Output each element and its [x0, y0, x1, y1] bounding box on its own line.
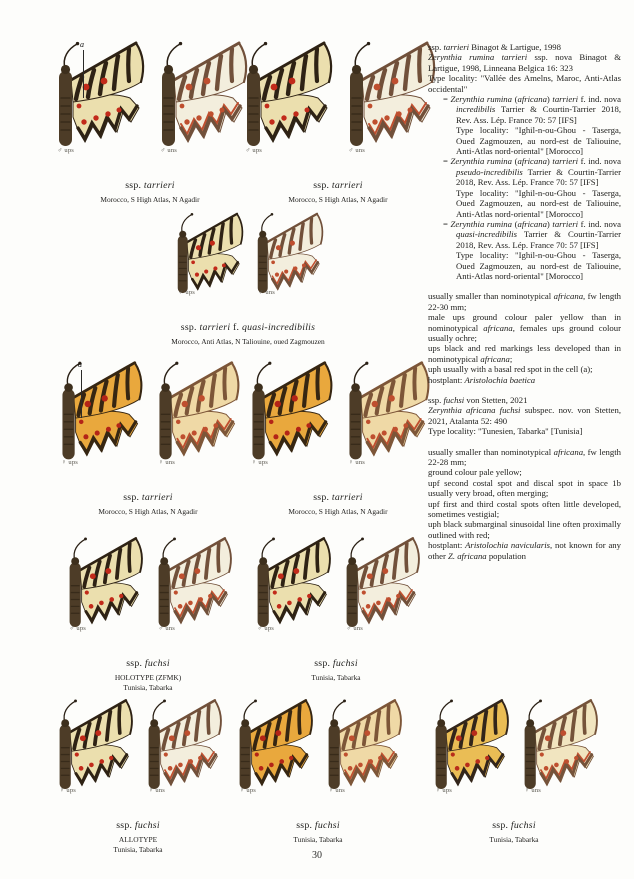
locality-line: Tunisia, Tabarka: [293, 835, 343, 844]
text-segment: quasi-incredibilis: [241, 322, 316, 333]
text-segment: (: [511, 94, 518, 105]
text-segment: tarrieri: [552, 156, 578, 167]
text-block: [428, 94, 621, 125]
specimen-side-label: ♂ ups: [69, 625, 87, 632]
text-segment: Type locality: "Vallée des Amelns, Maroc, Anti-Atlas occidental": [428, 73, 621, 94]
specimen-side-label: ♀ ups: [59, 787, 77, 794]
text-segment: fuchsi: [510, 820, 536, 831]
specimen-pair: [218, 696, 418, 813]
text-segment: Type locality: "Ighil-n-ou-Ghou - Taserga, Oued Zagmouzen, au nord-est de Taliouine, Anti-Atlas nord-oriental" [Morocco]: [456, 125, 621, 157]
text-segment: (: [511, 156, 518, 167]
text-segment: f.: [230, 322, 242, 333]
specimen: [320, 696, 406, 813]
locality-line: Morocco, S High Atlas, N Agadir: [100, 195, 200, 204]
specimen-side-label: ♂ ups: [178, 289, 196, 296]
text-segment: f. ind. nova: [578, 156, 621, 167]
text-segment: f. ind. nova: [578, 218, 621, 229]
specimen: [231, 696, 317, 813]
text-block: [428, 156, 621, 187]
locality-line: ALLOTYPE: [118, 835, 158, 844]
text-segment: tarrieri: [143, 180, 175, 191]
specimen: [150, 534, 236, 651]
text-segment: Zerynthia rumina: [450, 94, 512, 105]
text-segment: tarrieri: [552, 94, 578, 105]
text-segment: fuchsi: [134, 820, 160, 831]
text-block: [428, 426, 621, 436]
text-segment: ssp.: [313, 492, 332, 503]
text-block: [428, 375, 621, 385]
text-segment: ssp.: [125, 180, 144, 191]
text-block: [428, 52, 621, 73]
text-block: [428, 405, 621, 426]
text-segment: africana: [483, 322, 513, 333]
text-segment: tarrieri: [141, 492, 173, 503]
specimen-group: [148, 210, 348, 346]
specimen-side-label: ♀ ups: [239, 787, 257, 794]
specimen-group: [50, 38, 250, 204]
specimen-side-label: ♀ ups: [435, 787, 453, 794]
text-segment: tarrieri: [443, 42, 470, 52]
text-segment: quasi-incredibilis: [456, 229, 517, 240]
text-segment: tarrieri: [552, 218, 578, 229]
text-segment: fuchsi: [443, 395, 465, 405]
text-segment: ground colour pale yellow;: [428, 467, 522, 478]
taxon-label: [236, 658, 436, 669]
text-segment: Type locality: "Tunesien, Tabarka" [Tunisia]: [428, 426, 583, 437]
text-segment: Aristolochia navicularis: [465, 540, 551, 551]
text-segment: ssp.: [314, 658, 333, 669]
specimen-pair: [238, 358, 438, 485]
text-segment: (: [511, 218, 518, 229]
text-gap: [428, 437, 621, 447]
taxon-label: [50, 180, 250, 191]
locality-line: Tunisia, Tabarka: [489, 835, 539, 844]
text-segment: Type locality: "Ighil-n-ou-Ghou - Taserga, Oued Zagmouzen, au nord-est de Taliouine, Anti-Atlas nord-oriental" [Morocco]: [456, 187, 621, 219]
specimen-pair: [148, 210, 348, 315]
specimen-group: [48, 358, 248, 516]
specimen-pair: [48, 358, 248, 485]
text-gap: [428, 281, 621, 291]
specimen: [250, 210, 327, 315]
text-segment: usually smaller than nominotypical: [428, 446, 554, 457]
specimen: [237, 38, 337, 173]
text-segment: fuchsi: [314, 820, 340, 831]
text-segment: ssp.: [126, 658, 145, 669]
locality-line: Tunisia, Tabarka: [311, 673, 361, 682]
specimen-pair: [238, 38, 438, 173]
specimen-group: [414, 696, 614, 844]
specimen-side-label: ♂ uns: [348, 147, 366, 154]
text-segment: africana: [517, 218, 547, 229]
text-segment: hostplant:: [428, 540, 466, 551]
specimen-group: [238, 358, 438, 516]
text-block: [428, 499, 621, 520]
text-segment: Zerynthia rumina: [450, 218, 512, 229]
locality-line: Morocco, S High Atlas, N Agadir: [288, 507, 388, 516]
specimen-group: [218, 696, 418, 844]
taxon-label: [238, 180, 438, 191]
taxon-label: [414, 820, 614, 831]
text-block: [428, 519, 621, 540]
synonym-equals-sign: =: [443, 94, 451, 105]
annotation-a-label: a: [80, 40, 84, 49]
specimen-side-label: ♂ ups: [57, 147, 75, 154]
text-segment: Tarrier & Courtin-Tarrier 2018, Rev. Ass. Lép. France 70: 57 [IFS]: [456, 229, 621, 250]
text-segment: africana: [517, 156, 547, 167]
text-segment: ): [546, 218, 553, 229]
text-block: [428, 395, 621, 405]
text-segment: Aristolochia baetica: [464, 374, 536, 385]
locality-line: Tunisia, Tabarka: [123, 683, 173, 692]
synonym-equals-sign: =: [443, 156, 451, 167]
text-segment: tarrieri: [199, 322, 231, 333]
text-segment: tarrieri: [331, 180, 363, 191]
text-segment: africana: [553, 291, 584, 302]
text-segment: hostplant:: [428, 374, 465, 385]
text-segment: upf second costal spot and discal spot in space 1b usually very broad, often merging;: [428, 477, 621, 499]
text-segment: male ups ground colour paler yellow than in nominotypical: [428, 312, 621, 333]
text-segment: ssp.: [492, 820, 511, 831]
specimen-side-label: ♂ ups: [257, 625, 275, 632]
specimen-side-label: ♂ uns: [158, 625, 176, 632]
text-segment: , not known for any other: [428, 540, 621, 561]
text-block: [428, 250, 621, 281]
text-segment: ssp.: [116, 820, 135, 831]
text-segment: Tarrier & Courtin-Tarrier 2018, Rev. Ass. Lép. France 70: 57 [IFS]: [456, 166, 621, 188]
locality-line: Morocco, S High Atlas, N Agadir: [98, 507, 198, 516]
text-segment: africana: [517, 94, 547, 105]
locality-line: Tunisia, Tabarka: [113, 845, 163, 854]
text-segment: ssp.: [180, 322, 200, 333]
specimen-side-label: ♀ uns: [328, 787, 346, 794]
text-segment: fuchsi: [144, 658, 170, 669]
specimen: [170, 210, 247, 315]
text-segment: f. ind. nova: [578, 94, 621, 105]
specimen-side-label: ♀ ups: [251, 459, 269, 466]
text-block: [428, 219, 621, 250]
specimen-group: [238, 38, 438, 204]
specimen-side-label: ♀ uns: [524, 787, 542, 794]
specimen: [51, 696, 137, 813]
text-segment: ssp.: [428, 42, 444, 52]
specimen-group: [236, 534, 436, 682]
taxon-label: [48, 658, 248, 669]
specimen-side-label: ♀ uns: [158, 459, 176, 466]
text-block: [428, 467, 621, 477]
text-segment: von Stetten, 2021: [464, 395, 528, 405]
text-block: [428, 478, 621, 499]
text-segment: ssp.: [123, 492, 142, 503]
specimen-side-label: ♀ uns: [348, 459, 366, 466]
text-segment: usually smaller than nominotypical: [428, 291, 554, 302]
specimen: [338, 534, 424, 651]
text-segment: ssp.: [296, 820, 315, 831]
taxon-label: [48, 492, 248, 503]
text-segment: Zerynthia rumina tarrieri: [428, 52, 528, 63]
specimen: [140, 696, 226, 813]
text-block: [428, 188, 621, 219]
locality-line: HOLOTYPE (ZFMK): [114, 673, 182, 682]
specimen: [249, 534, 335, 651]
specimen: [243, 358, 337, 485]
specimen-group: [38, 696, 238, 854]
text-segment: population: [486, 550, 526, 561]
synonym-equals-sign: =: [443, 218, 451, 229]
text-block: [428, 125, 621, 156]
specimen-pair: [414, 696, 614, 813]
text-column: [428, 42, 621, 561]
locality-line: Morocco, S High Atlas, N Agadir: [288, 195, 388, 204]
text-segment: Type locality: "Ighil-n-ou-Ghou - Taserga, Oued Zagmouzen, au nord-est de Taliouine, Anti-Atlas nord-oriental" [Morocco]: [456, 250, 621, 281]
text-segment: , fw length 22-28 mm;: [428, 446, 621, 468]
specimen: [340, 38, 440, 173]
specimen: [427, 696, 513, 813]
text-segment: tarrieri: [331, 492, 363, 503]
text-segment: ssp. nova Binagot & Lartigue, 1998, Linneana Belgica 16: 323: [428, 52, 621, 73]
specimen-side-label: ♂ uns: [346, 625, 364, 632]
specimen-pair: [50, 38, 250, 173]
specimen: [150, 358, 244, 485]
text-segment: ssp.: [313, 180, 332, 191]
text-segment: Zerynthia rumina: [450, 156, 512, 167]
annotation-a-label: a: [78, 360, 82, 369]
taxon-label: [238, 492, 438, 503]
specimen-side-label: ♂ uns: [160, 147, 178, 154]
text-block: [428, 343, 621, 364]
specimen-pair: [38, 696, 238, 813]
text-block: [428, 42, 621, 52]
text-block: [428, 312, 621, 343]
text-segment: subspec. nov. von Stetten, 2021, Atalanta 52: 490: [428, 405, 621, 426]
taxon-label: [38, 820, 238, 831]
taxon-label: [148, 322, 348, 333]
specimen: [49, 38, 149, 173]
text-segment: ): [546, 94, 553, 105]
specimen-pair: [48, 534, 248, 651]
text-segment: fuchsi: [332, 658, 358, 669]
text-segment: ups black and red markings less developed than in nominotypical: [428, 343, 621, 364]
specimen-group: [48, 534, 248, 692]
text-segment: , fw length 22-30 mm;: [428, 291, 621, 312]
text-block: [428, 447, 621, 468]
text-segment: , females ups ground colour usually ochre;: [428, 322, 621, 343]
specimen-side-label: ♂ ups: [245, 147, 263, 154]
page-number: 30: [312, 850, 322, 861]
text-segment: Tarrier & Courtin-Tarrier 2018, Rev. Ass. Lép. France 70: 57 [IFS]: [456, 104, 621, 125]
specimen: [340, 358, 434, 485]
specimen-side-label: ♀ ups: [61, 459, 79, 466]
taxon-label: [218, 820, 418, 831]
text-segment: Binagot & Lartigue, 1998: [469, 42, 561, 52]
locality-line: Morocco, Anti Atlas, N Taliouine, oued Zagmouzen: [171, 337, 325, 346]
text-segment: pseudo-incredibilis: [456, 166, 523, 177]
text-block: [428, 73, 621, 94]
text-segment: africana: [553, 446, 584, 457]
specimen-pair: [236, 534, 436, 651]
annotation-pointer-line: [83, 50, 84, 98]
specimen-side-label: ♀ uns: [148, 787, 166, 794]
text-block: [428, 364, 621, 374]
specimen-side-label: ♂ uns: [258, 289, 276, 296]
text-segment: ssp.: [428, 395, 444, 405]
specimen: [516, 696, 602, 813]
text-gap: [428, 385, 621, 395]
text-segment: upf first and third costal spots often little developed, sometimes vestigial;: [428, 498, 621, 520]
text-segment: africana: [480, 353, 510, 364]
text-segment: Zerynthia africana fuchsi: [428, 405, 521, 416]
text-segment: uph usually with a basal red spot in the cell (a);: [428, 364, 593, 375]
text-segment: ;: [509, 353, 513, 364]
text-segment: ): [546, 156, 553, 167]
specimen: [53, 358, 147, 485]
text-segment: Z. africana: [448, 550, 487, 561]
text-segment: uph black submarginal sinusoidal line often proximally outlined with red;: [428, 519, 621, 540]
specimen: [61, 534, 147, 651]
text-block: [428, 540, 621, 561]
annotation-pointer-line: [81, 370, 82, 418]
text-segment: incredibilis: [456, 104, 496, 115]
text-block: [428, 291, 621, 312]
